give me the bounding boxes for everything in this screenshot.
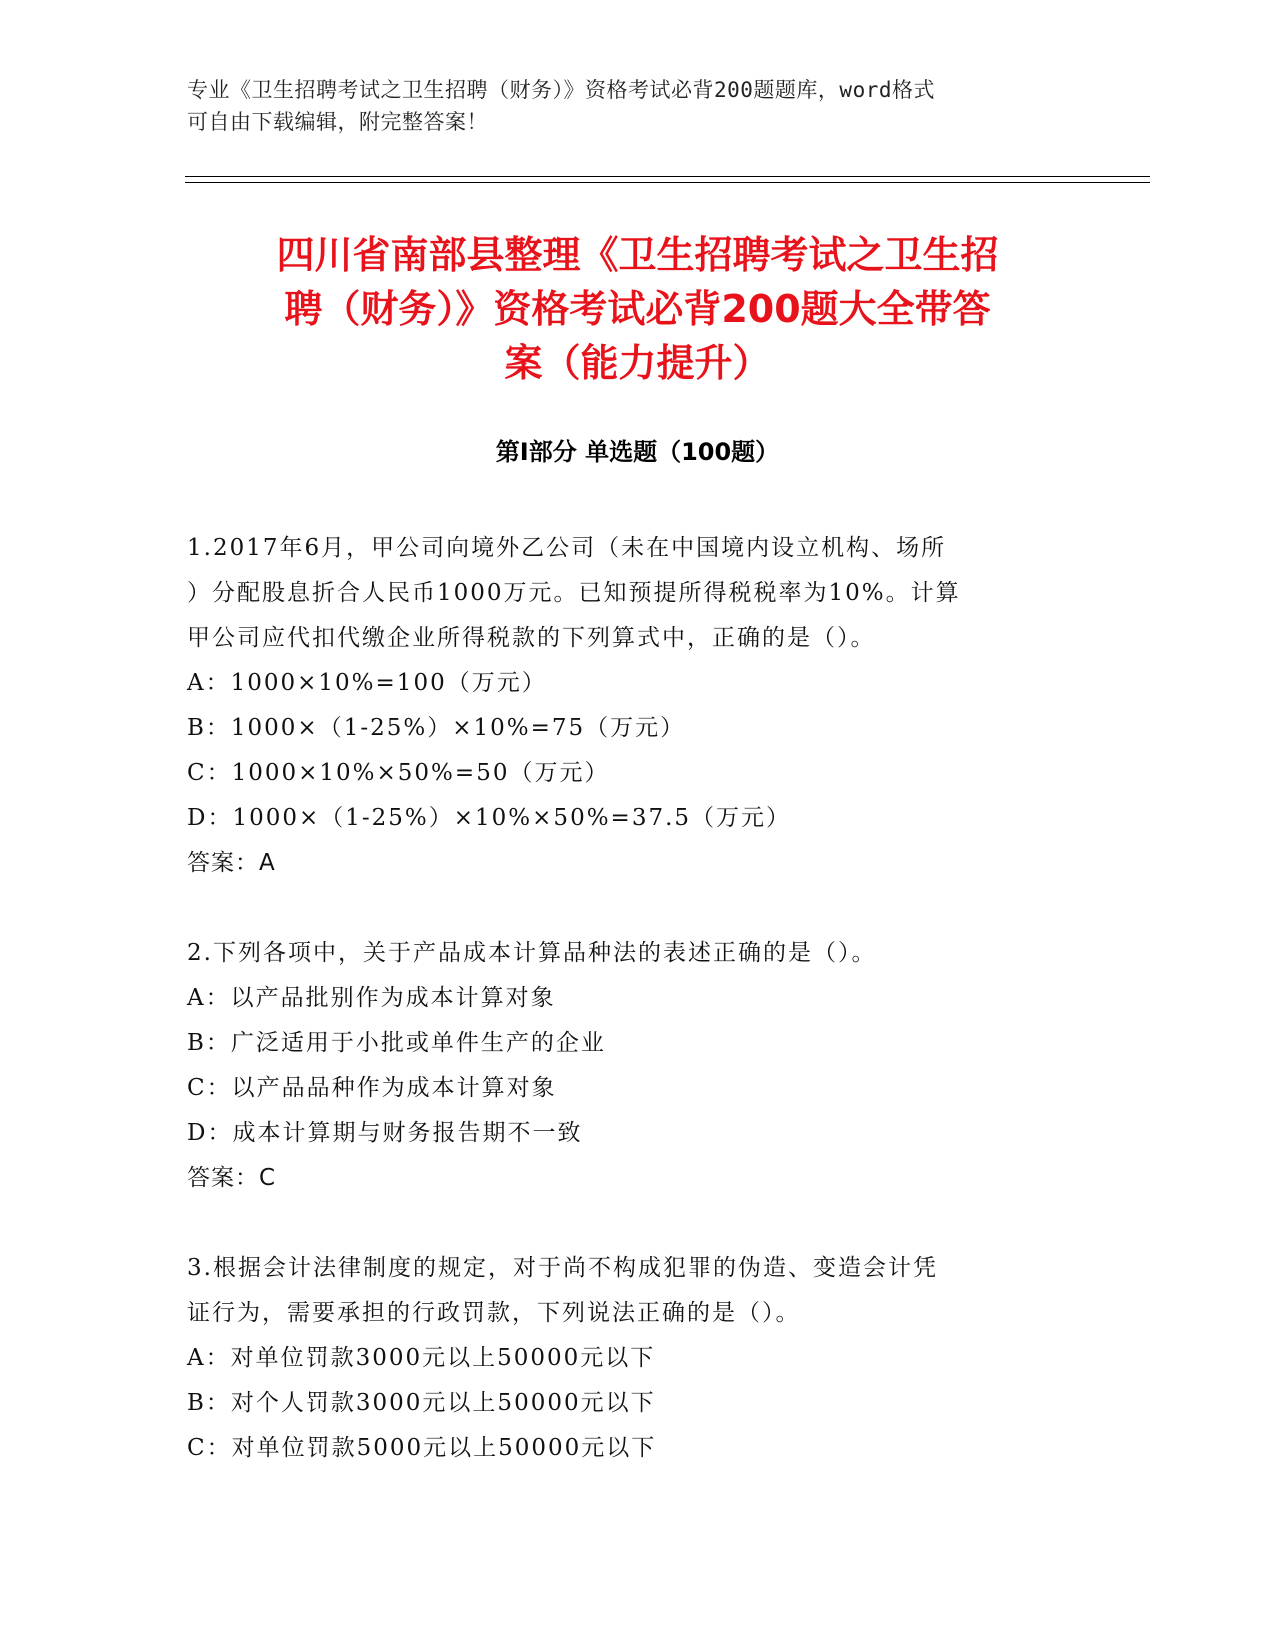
question-option: A：1000×10%=100（万元） xyxy=(187,670,547,696)
question-stem: 2.下列各项中，关于产品成本计算品种法的表述正确的是（）。 xyxy=(187,940,877,966)
question-option: D：1000×（1-25%）×10%×50%=37.5（万元） xyxy=(187,805,792,831)
question-stem: 3.根据会计法律制度的规定，对于尚不构成犯罪的伪造、变造会计凭 xyxy=(187,1255,938,1281)
question-item xyxy=(187,1246,1067,1471)
question-option: B：广泛适用于小批或单件生产的企业 xyxy=(187,1030,606,1056)
question-stem: ）分配股息折合人民币1000万元。已知预提所得税税率为10%。计算 xyxy=(187,580,961,606)
question-option: B：1000×（1-25%）×10%=75（万元） xyxy=(187,715,686,741)
question-option: C：以产品品种作为成本计算对象 xyxy=(187,1075,557,1101)
question-answer: 答案：A xyxy=(187,850,276,876)
question-option: A：对单位罚款3000元以上50000元以下 xyxy=(187,1345,656,1371)
header-note xyxy=(187,74,1067,138)
question-option: D：成本计算期与财务报告期不一致 xyxy=(187,1120,583,1146)
question-option: B：对个人罚款3000元以上50000元以下 xyxy=(187,1390,656,1416)
question-stem: 1.2017年6月，甲公司向境外乙公司（未在中国境内设立机构、场所 xyxy=(187,535,947,561)
header-divider xyxy=(185,176,1150,177)
document-title-line: 案（能力提升） xyxy=(504,341,771,385)
document-title-line: 四川省南部县整理《卫生招聘考试之卫生招 xyxy=(276,233,999,277)
question-stem: 证行为，需要承担的行政罚款，下列说法正确的是（）。 xyxy=(187,1300,801,1326)
question-answer: 答案：C xyxy=(187,1165,277,1191)
document-title-line: 聘（财务）》资格考试必背200题大全带答 xyxy=(284,287,991,331)
question-list xyxy=(187,526,1067,1516)
header-note-line: 专业《卫生招聘考试之卫生招聘（财务）》资格考试必背200题题库，word格式 xyxy=(187,78,935,102)
document-title xyxy=(180,228,1095,390)
question-item xyxy=(187,526,1067,886)
question-item xyxy=(187,931,1067,1201)
question-option: A：以产品批别作为成本计算对象 xyxy=(187,985,556,1011)
question-stem: 甲公司应代扣代缴企业所得税款的下列算式中，正确的是（）。 xyxy=(187,625,876,651)
question-option: C：1000×10%×50%=50（万元） xyxy=(187,760,610,786)
question-option: C：对单位罚款5000元以上50000元以下 xyxy=(187,1435,657,1461)
header-divider xyxy=(185,182,1150,183)
section-title: 第Ⅰ部分 单选题（100题） xyxy=(495,438,780,466)
header-note-line: 可自由下载编辑，附完整答案！ xyxy=(187,110,488,134)
